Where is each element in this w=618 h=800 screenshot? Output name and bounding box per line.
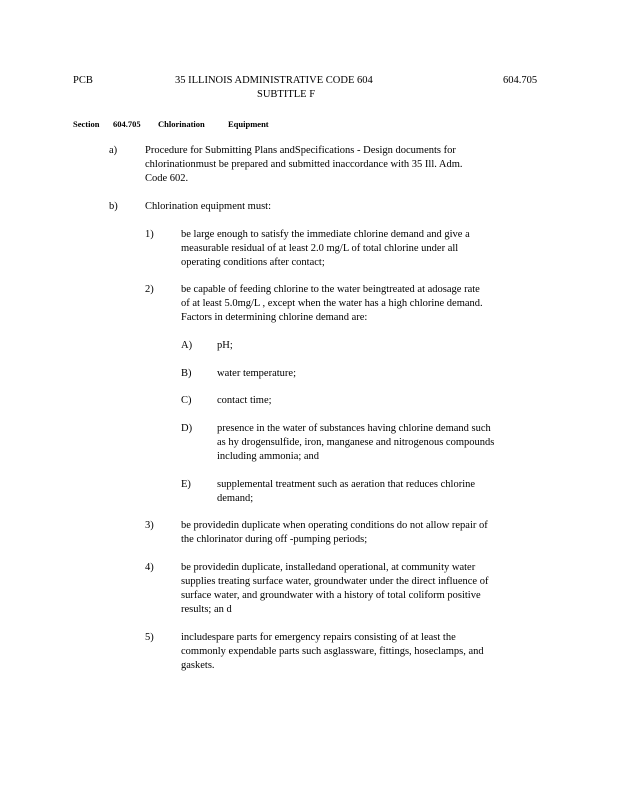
- item-2-line: be capable of feeding chlorine to the water beingtreated at adosage rate: [181, 284, 480, 295]
- item-b-label: b): [109, 201, 118, 212]
- item-4-line: surface water, and groundwater with a history of total coliform positive: [181, 590, 481, 601]
- item-3-label: 3): [145, 520, 154, 531]
- item-1-line: measurable residual of at least 2.0 mg/L of total chlorine under all: [181, 243, 459, 254]
- sub-E-line: demand;: [217, 493, 254, 504]
- item-4-line: results; an d: [181, 604, 232, 615]
- item-5-line: includespare parts for emergency repairs consisting of at least the: [181, 632, 456, 643]
- item-a-line: chlorinationmust be prepared and submitted inaccordance with 35 Ill. Adm.: [145, 159, 463, 170]
- sub-D-line: presence in the water of substances having chlorine demand such: [217, 423, 491, 434]
- item-4-line: be providedin duplicate, installedand operational, at community water: [181, 562, 476, 573]
- item-1-label: 1): [145, 229, 154, 240]
- item-a-line: Code 602.: [145, 173, 189, 184]
- item-4-label: 4): [145, 562, 154, 573]
- sub-B-label: B): [181, 368, 192, 379]
- item-5-line: gaskets.: [181, 660, 215, 671]
- sub-A-line: pH;: [217, 340, 233, 351]
- sub-E-label: E): [181, 479, 191, 490]
- item-5-line: commonly expendable parts such asglassware, fittings, hoseclamps, and: [181, 646, 484, 657]
- item-5-label: 5): [145, 632, 154, 643]
- section-word: Section: [73, 119, 100, 129]
- section-title-2: Equipment: [228, 119, 269, 129]
- sub-D-line: including ammonia; and: [217, 451, 320, 462]
- item-a-label: a): [109, 145, 118, 156]
- sub-D-label: D): [181, 423, 193, 434]
- sub-D-line: as hy drogensulfide, iron, manganese and nitrogenous compounds: [217, 437, 495, 448]
- section-number: 604.705: [113, 119, 141, 129]
- section-title-1: Chlorination: [158, 119, 205, 129]
- item-1-line: be large enough to satisfy the immediate chlorine demand and give a: [181, 229, 470, 240]
- item-2-label: 2): [145, 284, 154, 295]
- header-right: 604.705: [503, 75, 538, 86]
- sub-C-line: contact time;: [217, 395, 272, 406]
- item-b-text: Chlorination equipment must:: [145, 201, 271, 212]
- header-center-line1: 35 ILLINOIS ADMINISTRATIVE CODE 604: [175, 75, 373, 86]
- item-2-line: Factors in determining chlorine demand are:: [181, 312, 368, 323]
- item-3-line: be providedin duplicate when operating conditions do not allow repair of: [181, 520, 488, 531]
- header-left: PCB: [73, 75, 93, 86]
- item-4-line: supplies treating surface water, groundwater under the direct influence of: [181, 576, 489, 587]
- header-center-line2: SUBTITLE F: [257, 89, 316, 100]
- item-2-line: of at least 5.0mg/L , except when the water has a high chlorine demand.: [181, 298, 483, 309]
- sub-E-line: supplemental treatment such as aeration that reduces chlorine: [217, 479, 476, 490]
- sub-B-line: water temperature;: [217, 368, 296, 379]
- item-3-line: the chlorinator during off -pumping periods;: [181, 534, 368, 545]
- item-a-line: Procedure for Submitting Plans andSpecifications - Design documents for: [145, 145, 456, 156]
- sub-A-label: A): [181, 340, 193, 351]
- sub-C-label: C): [181, 395, 192, 406]
- item-1-line: operating conditions after contact;: [181, 257, 325, 268]
